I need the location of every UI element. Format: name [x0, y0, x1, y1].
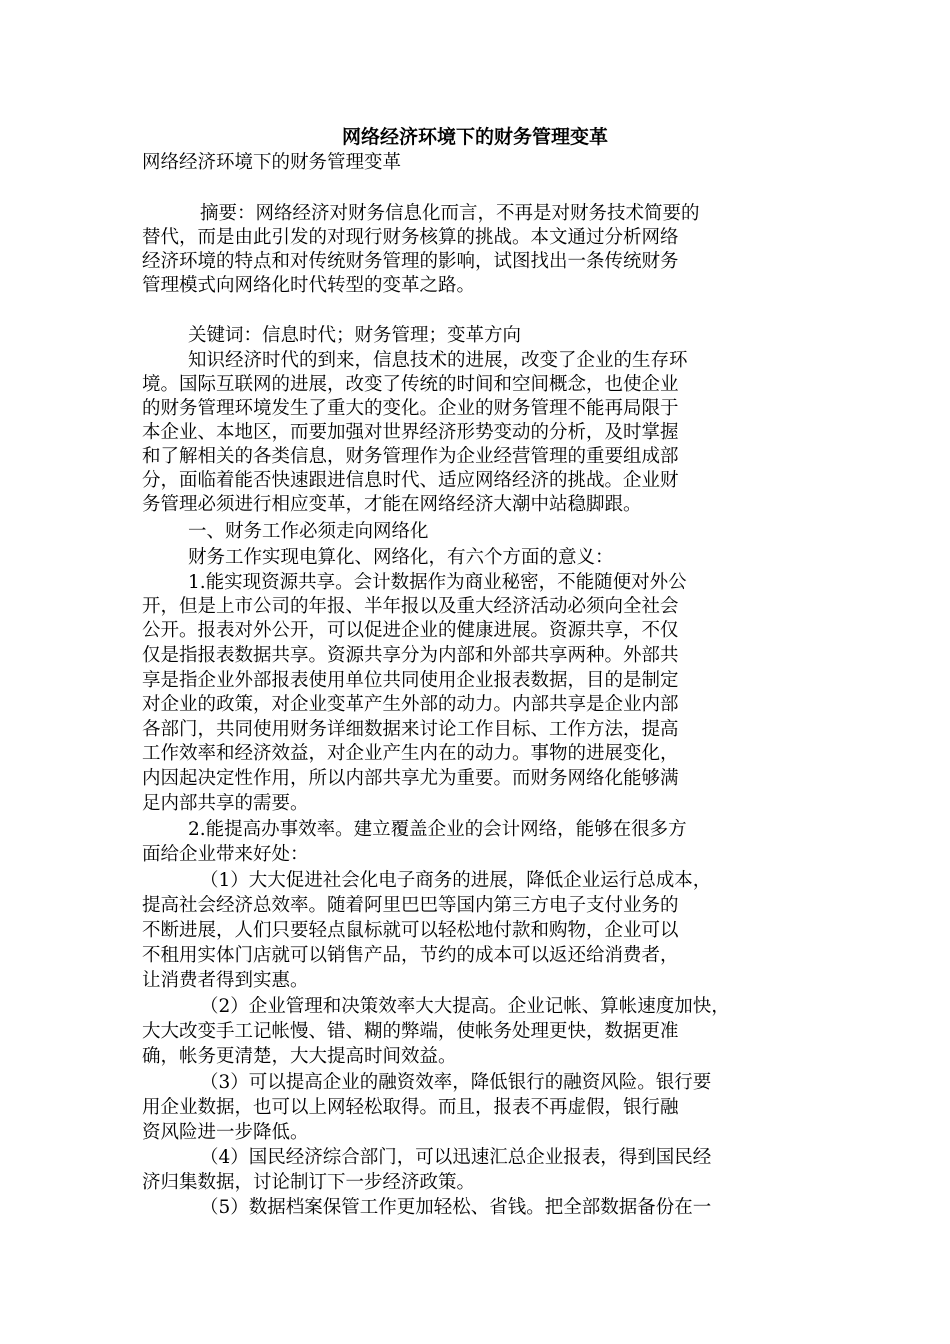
paragraph-line: 的财务管理环境发生了重大的变化。企业的财务管理不能再局限于	[142, 398, 679, 419]
paragraph-line: 境。国际互联网的进展，改变了传统的时间和空间概念，也使企业	[142, 374, 679, 395]
section-heading: 一、财务工作必须走向网络化	[188, 521, 429, 542]
paragraph-line: 务管理必须进行相应变革，才能在网络经济大潮中站稳脚跟。	[142, 494, 642, 515]
list-item: （2）企业管理和决策效率大大提高。企业记帐、算帐速度加快，	[200, 996, 730, 1017]
keywords-line: 关键词：信息时代；财务管理；变革方向	[188, 325, 522, 346]
paragraph-line: 面给企业带来好处：	[142, 844, 309, 865]
paragraph-line: 分，面临着能否快速跟进信息时代、适应网络经济的挑战。企业财	[142, 470, 679, 491]
paragraph-line: 享是指企业外部报表使用单位共同使用企业报表数据，目的是制定	[142, 670, 679, 691]
abstract-line: 替代，而是由此引发的对现行财务核算的挑战。本文通过分析网络	[142, 227, 679, 248]
paragraph-line: 知识经济时代的到来，信息技术的进展，改变了企业的生存环	[188, 350, 688, 371]
list-item: （4）国民经济综合部门，可以迅速汇总企业报表，得到国民经	[200, 1147, 712, 1168]
subtitle-line: 网络经济环境下的财务管理变革	[142, 152, 402, 173]
abstract-line: 经济环境的特点和对传统财务管理的影响，试图找出一条传统财务	[142, 251, 679, 272]
paragraph-line: 本企业、本地区，而要加强对世界经济形势变动的分析，及时掌握	[142, 422, 679, 443]
list-item-line: 确，帐务更清楚，大大提高时间效益。	[142, 1046, 457, 1067]
paragraph-line: 足内部共享的需要。	[142, 793, 309, 814]
document-title: 网络经济环境下的财务管理变革	[341, 126, 608, 148]
list-item-line: 用企业数据，也可以上网轻松取得。而且，报表不再虚假，银行融	[142, 1097, 679, 1118]
paragraph-line: 和了解相关的各类信息，财务管理作为企业经营管理的重要组成部	[142, 446, 679, 467]
abstract-line: 摘要：网络经济对财务信息化而言，不再是对财务技术简要的	[200, 203, 700, 224]
list-item: （3）可以提高企业的融资效率，降低银行的融资风险。银行要	[200, 1072, 712, 1093]
paragraph-line: 工作效率和经济效益，对企业产生内在的动力。事物的进展变化，	[142, 743, 679, 764]
list-item-line: 济归集数据，讨论制订下一步经济政策。	[142, 1172, 476, 1193]
list-item-line: 不租用实体门店就可以销售产品，节约的成本可以返还给消费者，	[142, 945, 679, 966]
paragraph-line: 财务工作实现电算化、网络化，有六个方面的意义：	[188, 547, 614, 568]
paragraph-line: 内因起决定性作用，所以内部共享尤为重要。而财务网络化能够满	[142, 768, 679, 789]
list-item-line: 不断进展，人们只要轻点鼠标就可以轻松地付款和购物，企业可以	[142, 920, 679, 941]
paragraph-line: 公开。报表对外公开，可以促进企业的健康进展。资源共享，不仅	[142, 620, 679, 641]
paragraph-line: 对企业的政策，对企业变革产生外部的动力。内部共享是企业内部	[142, 694, 679, 715]
list-item: （5）数据档案保管工作更加轻松、省钱。把全部数据备份在一	[200, 1197, 712, 1218]
list-item-line: 让消费者得到实惠。	[142, 970, 309, 991]
list-item-line: 资风险进一步降低。	[142, 1122, 309, 1143]
paragraph-line: 开，但是上市公司的年报、半年报以及重大经济活动必须向全社会	[142, 596, 679, 617]
paragraph-line: 各部门，共同使用财务详细数据来讨论工作目标、工作方法，提高	[142, 719, 679, 740]
list-item-line: 大大改变手工记帐慢、错、糊的弊端，使帐务处理更快，数据更准	[142, 1021, 679, 1042]
list-item: （1）大大促进社会化电子商务的进展，降低企业运行总成本，	[200, 870, 712, 891]
paragraph-line: 2.能提高办事效率。建立覆盖企业的会计网络，能够在很多方	[188, 819, 687, 840]
abstract-line: 管理模式向网络化时代转型的变革之路。	[142, 275, 476, 296]
list-item-line: 提高社会经济总效率。随着阿里巴巴等国内第三方电子支付业务的	[142, 895, 679, 916]
paragraph-line: 仅是指报表数据共享。资源共享分为内部和外部共享两种。外部共	[142, 645, 679, 666]
paragraph-line: 1.能实现资源共享。会计数据作为商业秘密，不能随便对外公	[188, 572, 687, 593]
